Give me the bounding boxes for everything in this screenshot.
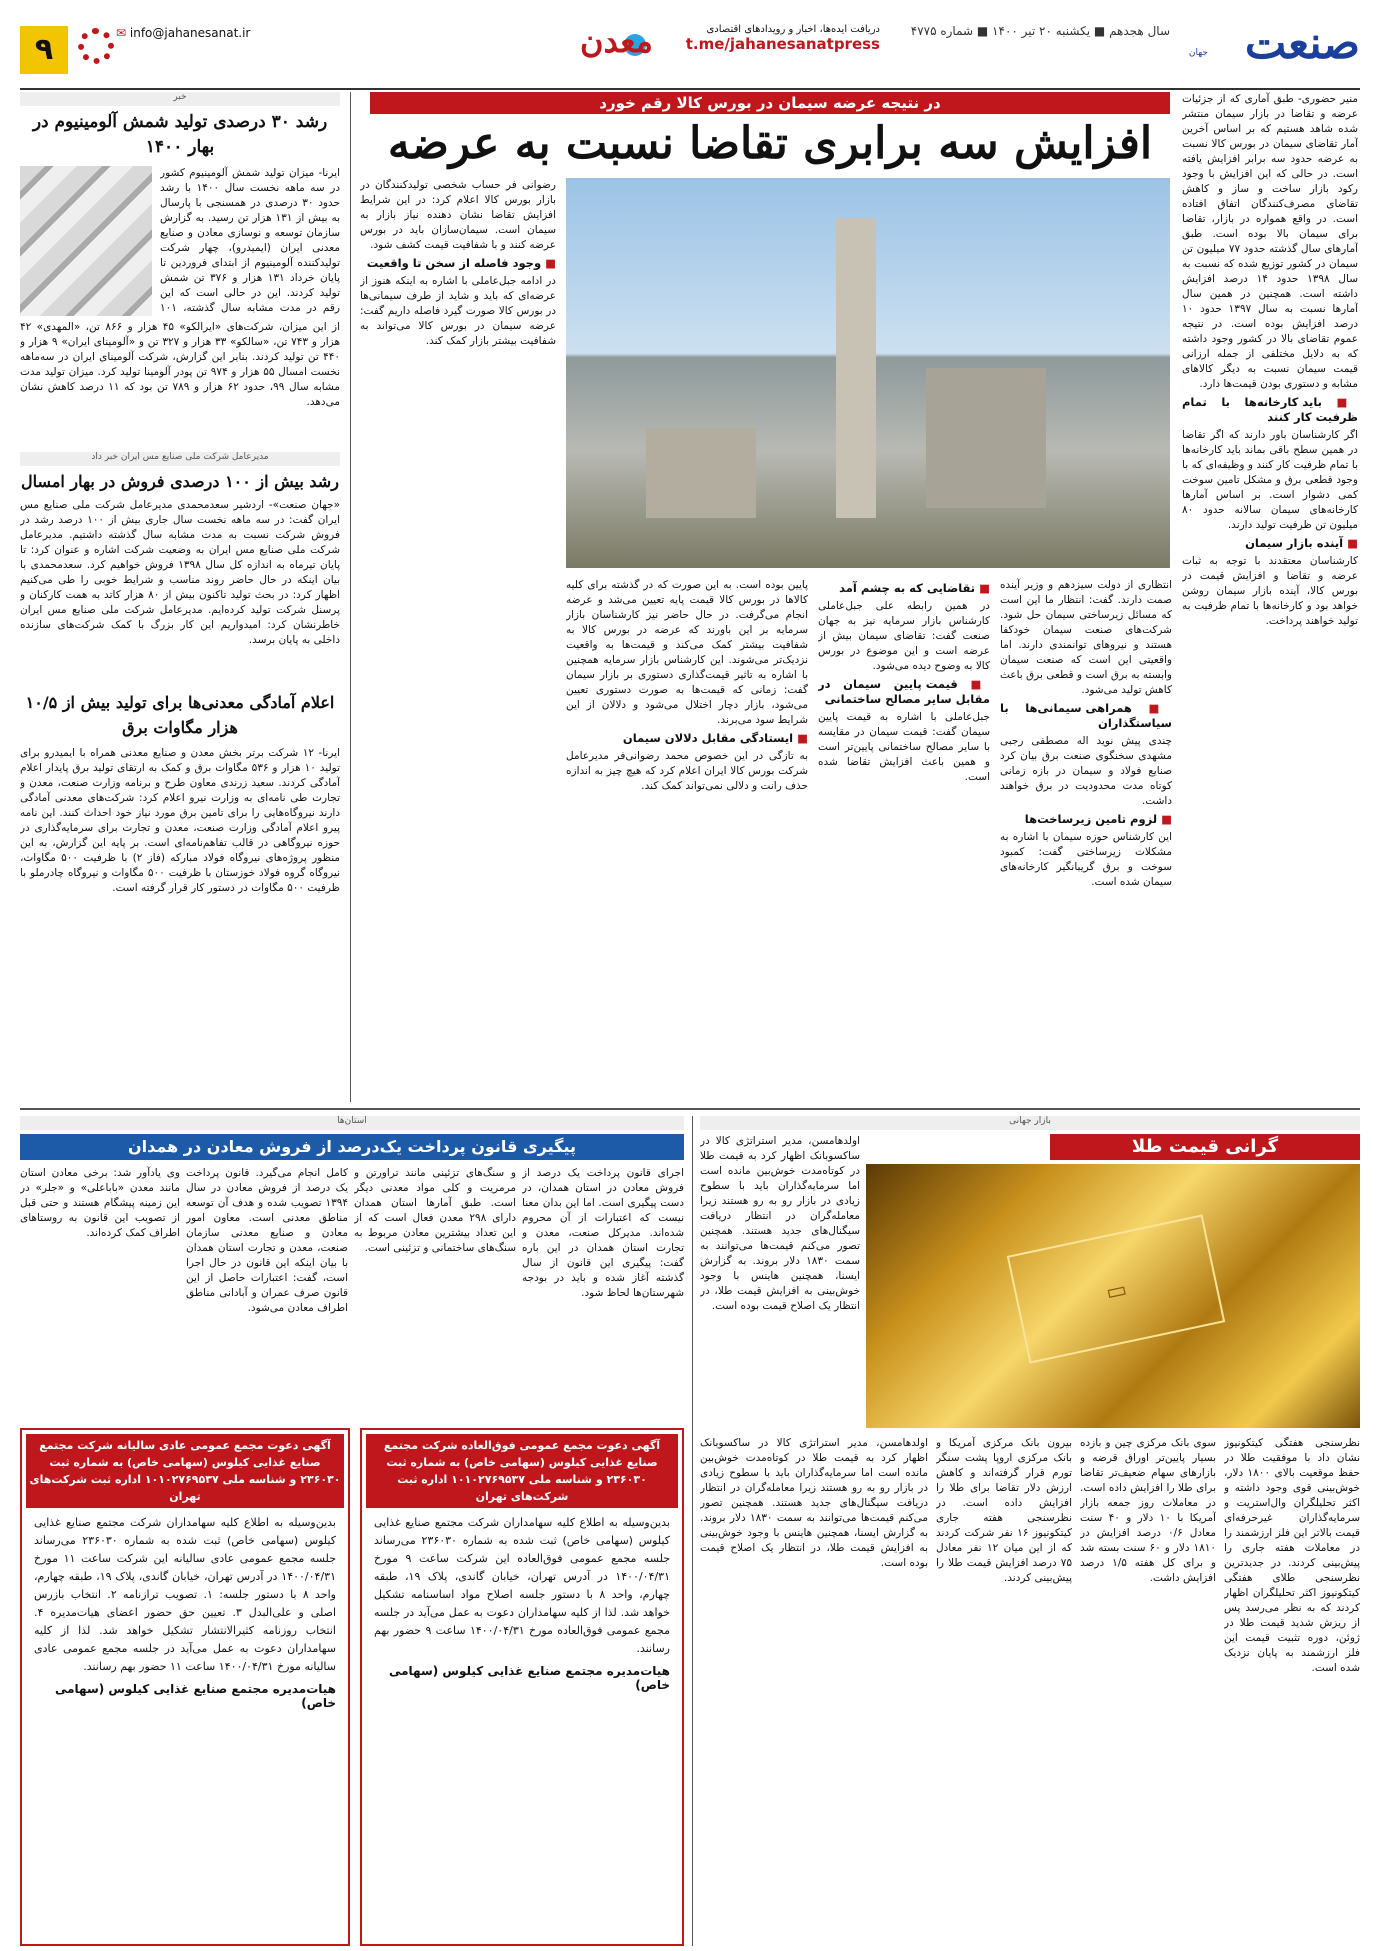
section-title: معدن [580,22,653,60]
telegram-url[interactable]: t.me/jahanesanatpress [685,35,880,53]
subheading: ■ ایستادگی مقابل دلالان سیمان [566,731,808,746]
cement-tower-shape [836,218,876,518]
telegram-promo[interactable] [650,24,880,74]
paragraph: انتظاری از دولت سیزدهم و وزیر آینده صمت دارند. گفت: انتظار ما این است که مسائل زیرساختی سیمان حل شود. شرکت‌های صنعت سیمان خودکفا هستند و نیروهای توانمندی دارند. اما واقعیتی این است که صنعت سیمان وابسته به برق است و قطعی برق باعث کاهش تولید می‌شود. [1000,579,1172,696]
main-story-column-5 [360,178,556,1098]
hamedan-title: پیگیری قانون پرداخت یک‌درصد از فروش معادن در همدان [20,1134,684,1160]
aluminum-ingots-photo [20,166,152,316]
ad-annual-meeting [20,1428,350,1946]
ad-extraordinary-meeting [360,1428,684,1946]
mes-kicker: مدیرعامل شرکت ملی صنایع مس ایران خبر داد [20,452,340,466]
provinces-label: استان‌ها [20,1116,684,1130]
paragraph: رضوانی فر حساب شخصی تولیدکنندگان در بازار بورس کالا اعلام کرد: در این شرایط افزایش تقاضا نشان دهنده نیاز بازار به سیمان است. سیمان‌سازان باید در بورس عرضه کنند و با شفافیت قیمت کشف شود. [360,179,556,251]
aluminum-title: رشد ۳۰ درصدی تولید شمش آلومینیوم در بهار ۱۴۰۰ [32,112,328,157]
issue-info: سال هجدهم ■ یکشنبه ۲۰ تیر ۱۴۰۰ ■ شماره ۴۷۷۵ [910,24,1170,38]
main-story-title: افزایش سه برابری تقاضا نسبت به عرضه [387,118,1153,169]
paragraph: جبل‌عاملی با اشاره به قیمت پایین سیمان گفت: قیمت سیمان در مقایسه با سایر مصالح ساختمانی پایین‌تر است و همین باعث افزایش تقاضا شده است. [818,711,990,783]
logo-text: صنعت [1244,18,1360,69]
ad-title: آگهی دعوت مجمع عمومی فوق‌العاده شرکت مجتمع صنایع غذایی کیلوس (سهامی خاص) به شماره ثبت ۲۳۶۰۳۰ و شناسه ملی ۱۰۱۰۲۷۶۹۵۳۷ اداره ثبت شرکت‌های تهران [366,1434,678,1508]
gold-title: گرانی قیمت طلا [1050,1134,1360,1160]
gold-column-3: بیرون بانک مرکزی آمریکا و بانک مرکزی اروپا پشت سنگر تورم قرار گرفته‌اند و کاهش ارزش دلار تقاضا برای طلا را افزایش داده است. در نظرسنجی هفته جاری کیتکونیوز ۱۶ نفر شرکت کردند که از این میان ۱۲ نفر معادل ۷۵ درصد افزایش قیمت طلا را پیش‌بینی کردند. [936,1437,1072,1584]
mail-icon: ✉ [116,26,130,40]
hamedan-column-1: اجرای قانون پرداخت یک درصد از فروش معادن در استان همدان، در دست پیگیری است. اما این بدان معنا نیست که اعتبارات از آن محروم شده‌اند. مدیرکل صنعت، معدن و تجارت استان همدان در این باره گفت: پیگیری این قانون از سال گذشته آغاز شده و باید در بودجه شهرستان‌ها لحاظ شود. [522,1167,684,1299]
gold-bars-photo [866,1164,1360,1428]
main-story-kicker: در نتیجه عرضه سیمان در بورس کالا رقم خورد [370,92,1170,114]
section-divider [20,1108,1360,1110]
ad-signature: هیات‌مدیره مجتمع صنایع غذایی کیلوس (سهامی خاص) [54,1682,336,1710]
subheading: ■ قیمت پایین سیمان در مقابل سایر مصالح ساختمانی [818,677,990,707]
mes-title: رشد بیش از ۱۰۰ درصدی فروش در بهار امسال [21,472,339,491]
gold-column-5: اولدهامسن، مدیر استراتژی کالا در ساکسوبانک اظهار کرد به قیمت طلا در کوتاه‌مدت خوش‌بین مانده است اما سرمایه‌گذاران باید با سطوح زیادی در بازار رو به رو هستند زیرا معامله‌گران در انتظار دریافت سیگنال‌های جدید هستند. همچنین تصور می‌کنم قیمت‌ها می‌توانند به سمت ۱۸۳۰ دلار بروند. به گزارش ایسنا، همچنین هاینس با وجود خوش‌بینی به افزایش قیمت طلا، در انتظار یک اصلاح قیمت بوده است. [700,1437,928,1569]
email-address[interactable] [116,26,250,40]
ad-body: بدین‌وسیله به اطلاع کلیه سهامداران شرکت مجتمع صنایع غذایی کیلوس (سهامی خاص) ثبت شده به شماره ۲۳۶۰۳۰ می‌رساند جلسه مجمع عمومی عادی سالیانه این شرکت ساعت ۱۱ مورخ ۱۴۰۰/۰۴/۳۱ در آدرس تهران، خیابان گاندی، پلاک ۱۹، طبقه چهارم، واحد ۸ با دستور جلسه: ۱. تصویب ترازنامه ۲. انتخاب بازرس اصلی و علی‌البدل ۳. تعیین حق حضور اعضای هیات‌مدیره ۴. انتخاب روزنامه کثیرالانتشار تشکیل خواهد شد. لذا از کلیه سهامداران دعوت به عمل می‌آید در جلسه مجمع عمومی عادی سالیانه مورخ ۱۴۰۰/۰۴/۳۱ ساعت ۱۱ حضور بهم رسانند. [34,1516,337,1673]
ad-title: آگهی دعوت مجمع عمومی عادی سالیانه شرکت مجتمع صنایع غذایی کیلوس (سهامی خاص) به شماره ثبت ۲۳۶۰۳۰ و شناسه ملی ۱۰۱۰۲۷۶۹۵۳۷ اداره ثبت شرکت‌های تهران [26,1434,344,1508]
main-story-column-4 [566,578,808,1098]
gold-column-1: نظرسنجی هفتگی کیتکونیوز نشان داد با موفقیت طلا در حفظ موقعیت بالای ۱۸۰۰ دلار، خوش‌بینی قوی وجود داشته و اکثر تحلیلگران وال‌استریت و سرمایه‌گذاران غیرحرفه‌ای قیمت بالاتر این فلز ارزشمند را در معاملات هفته جاری را پیش‌بینی کردند. در جدیدترین نظرسنجی طلای هفتگی کیتکونیوز اکثر تحلیلگران اظهار کردند که به نظر می‌رسد پس از ریزش شدید قیمت طلا در ژوئن، دوره تثبیت قیمت این فلز ارزشمند به پایان نزدیک شده است. [1224,1437,1360,1674]
paragraph: کارشناسان معتقدند با توجه به ثبات عرضه و تقاضا و افزایش قیمت در بورس کالا، آینده بازار سیمان روشن خواهد بود و کارخانه‌ها با تمام ظرفیت به تولید خواهند پرداخت. [1182,555,1358,627]
paragraph: پایین بوده است. به این صورت که در گذشته برای کلیه کالاها در بورس کالا قیمت پایه تعیین می‌شد و عرضه انجام می‌گرفت. در حال حاضر نیز کارشناسان بازار سرمایه بر این باورند که عرضه در بورس کالا به شفافیت بیشتر کمک می‌کند و قیمت‌ها به واقعیت نزدیک‌تر می‌شوند. این کارشناس بازار سرمایه همچنین با اشاره به تاثیر قیمت‌گذاری دستوری بر بازار سیمان گفت: زمانی که قیمت‌ها به صورت دستوری تعیین می‌شود، بازار دچار اختلال می‌شود و دلالان از این شرایط سود می‌برند. [566,579,808,726]
paragraph: اگر کارشناسان باور دارند که اگر تقاضا در همین سطح باقی بماند باید کارخانه‌ها با تمام ظرفیت کار کنند و وظیفه‌ای که با وجود قطعی برق و مشکل تامین سوخت کمی دشوار است. بر اساس آمارها کارخانه‌های سیمان سالانه حدود ۸۰ میلیون تن ظرفیت تولید دارند. [1182,429,1358,531]
gold-column-2: سوی بانک مرکزی چین و بازده بسیار پایین‌تر اوراق قرضه و بازارهای سهام ضعیف‌تر تقاضا برای طلا را افزایش داده است. در معاملات روز جمعه بازار آمریکا با ۱۰ دلار و ۴۰ سنت معادل ۰/۶ درصد افزایش در ۱۸۱۰ دلار و ۶۰ سنت بسته شد و برای کل هفته ۱/۵ درصد افزایش داشت. [1080,1437,1216,1584]
hamedan-column-4: وی یادآور شد: برخی معادن استان مانند معدن «باباعلی» و «جلر» در این زمینه پیشگام هستند و حتی قبل از تصویب این قانون به روستاهای اطراف کمک کرده‌اند. [20,1167,180,1239]
masthead-logo[interactable] [1190,18,1360,80]
page-header [20,18,1360,90]
paragraph: چندی پیش نوید اله مصطفی رجبی مشهدی سخنگوی صنعت برق بیان کرد صنایع فولاد و سیمان در بازه زمانی کوتاه مدت محدودیت در برق خواهند داشت. [1000,735,1172,807]
silo-shape [926,368,1046,508]
hamedan-column-2: و سنگ‌های تزئینی مانند تراورتن و مرمریت و کلی مواد معدنی دیگر است. طبق آمارها استان همدان دارای ۲۹۸ معدن فعال است که از این تعداد بیشترین معادن مربوط به سنگ‌های ساختمانی و تزئینی است. [354,1167,516,1254]
subheading: ■ آینده بازار سیمان [1182,536,1358,551]
hamedan-column-3: کامل انجام می‌گیرد. قانون پرداخت یک درصد از فروش معادن در سال ۱۳۹۴ تصویب شده و هدف آن توسعه مناطق معدنی است. معاون امور معادن و صنایع معدنی سازمان صنعت، معدن و تجارت استان همدان با بیان اینکه این قانون در حال اجرا است، گفت: اعتبارات حاصل از این قانون صرف عمران و آبادانی مناطق اطراف معادن می‌شود. [186,1167,348,1314]
gold-bar-shape: ▭ [1007,1214,1225,1363]
paragraph: منیر حضوری- طبق آماری که از جزئیات عرضه و تقاضا در بازار سیمان منتشر شده شاهد هستیم که بر اساس آخرین آمار تقاضای سیمان در بورس کالا نسبت به عرضه حدود سه برابر افزایش یافته است. در حالی که این افزایش با وجود رکود بازار ساخت و ساز و کاهش تقاضای مصرف‌کنندگان اتفاق افتاده است. در واقع همواره در بازار، تقاضا برای سیمان بالا بوده است. طبق آمارهای سال گذشته حدود ۷۷ میلیون تن سیمان در کشور توزیع شده که نسبت به سال ۱۳۹۸ حدود ۱۴ درصد افزایش داشته است. همچنین در همین سال آمارها نسبت به سال ۱۳۹۷ حدود ۱۰ درصد افزایش بوده است. در نتیجه عموم تقاضای بالا در کشور وجود داشته که به دلایل مختلفی از جمله ارزانی قیمت سیمان نسبت به دیگر کالاهای مشابه و دستوری بودن قیمت‌ها دارد. [1182,93,1358,390]
main-story-column-3 [818,578,990,1098]
subheading: ■ همراهی سیمانی‌ها با سیاستگذاران [1000,701,1172,731]
cement-factory-photo [566,178,1170,568]
paragraph: این کارشناس حوزه سیمان با اشاره به مشکلات زیرساختی گفت: کمبود سوخت و برق گریبانگیر کارخانه‌های سیمان شده است. [1000,831,1172,888]
paragraph: در ادامه جبل‌عاملی با اشاره به اینکه هنوز از عرضه‌ای که باید و شاید از طرف سیمانی‌ها در بورس کالا صورت گیرد فاصله داریم گفت: عرضه سیمان در بورس کالا می‌تواند به شفافیت بیشتر بازار کمک کند. [360,275,556,347]
aluminum-body: از این میزان، شرکت‌های «ایرالکو» ۴۵ هزار و ۸۶۶ تن، «المهدی» ۴۲ هزار و ۷۴۳ تن، «سالکو» ۳۳ هزار و ۳۲۷ تن و «آلومینای ایران» ۹ هزار و ۴۴۰ تن تولید کردند. بنابر این گزارش، شرکت آلومینای ایران در سه‌ماهه نخست امسال ۵۵ هزار و ۹۷۴ تن پودر آلومینا تولید کرد. میزان تولید مدت مشابه سال ۹۹، حدود ۶۲ هزار و ۷۸۹ تن بود که ۱۱ درصد کاهش نشان می‌دهد. [20,321,340,408]
electricity-title: اعلام آمادگی معدنی‌ها برای تولید بیش از ۱۰/۵ هزار مگاوات برق [25,693,335,737]
column-divider [350,92,351,1102]
paragraph: به تازگی در این خصوص محمد رضوانی‌فر مدیرعامل شرکت بورس کالا ایران اعلام کرد که هیچ چیز به اندازه حذف رانت و دلالی نمی‌تواند کمک کند. [566,750,808,792]
page-number: ۹ [20,26,68,74]
electricity-body: ایرنا- ۱۲ شرکت برتر بخش معدن و صنایع معدنی همراه با ایمیدرو برای تولید ۱۰ هزار و ۵۳۶ مگاوات برق و کمک به ارتقای تولید برق پایدار اعلام آمادگی کردند. سعید زرندی معاون طرح و برنامه وزارت صنعت، معدن و تجارت طی نامه‌ای به وزارت نیرو اعلام کرد: شرکت‌های معدنی آمادگی دارند نیروگاه‌هایی را برای تامین برق مورد نیاز خود احداث کنند. این نامه پیرو اعلام آمادگی وزارت صنعت، معدن و تجارت برای سرمایه‌گذاری در حوزه نیروگاهی در قالب تفاهم‌نامه‌ای است. بر پایه این گزارش، به این منظور پروژه‌های نیروگاه فولاد مبارکه (فاز ۲) با ظرفیت ۵۰۰ مگاوات، نیروگاه گروه فولاد خوزستان با ظرفیت ۵۰۰ مگاوات و نیروگاه چادرملو با ظرفیت ۵۰۰ مگاوات در دستور کار قرار گرفته است. [20,747,340,894]
subheading: ■ باید کارخانه‌ها با تمام ظرفیت کار کنند [1182,395,1358,425]
mes-body: «جهان صنعت»- اردشیر سعدمحمدی مدیرعامل شرکت ملی صنایع مس ایران گفت: در سه ماهه نخست سال جاری بیش از ۱۰۰ درصد رشد در فروش شرکت نسبت به مدت مشابه سال گذشته داشتیم. مدیرعامل شرکت ملی صنایع مس ایران به وضعیت شرکت اشاره و عنوان کرد: تا پایان تیرماه به اندازه کل سال ۱۳۹۸ فروش خواهیم کرد. سعدمحمدی با بیان اینکه در حال حاضر روند مناسب و شرایط خوبی را طی می‌کنیم اظهار کرد: در بحث تولید تاکنون بیش از ۸۰ هزار کاتد به همت کارکنان و پرسنل شرکت تولید کرده‌ایم. مدیرعامل شرکت ملی صنایع مس ایران خاطرنشان کرد: امیدواریم این کار بزرگ با کمک شرکت‌های سازنده داخلی به پایان برسد. [20,499,340,646]
ad-signature: هیات‌مدیره مجتمع صنایع غذایی کیلوس (سهامی خاص) [388,1664,670,1692]
subheading: ■ تقاضایی که به چشم آمد [818,581,990,596]
aluminum-lead: ایرنا- میزان تولید شمش آلومینیوم کشور در سه ماهه نخست سال ۱۴۰۰ با رشد حدود ۳۰ درصدی در همسنجی با پارسال به بیش از ۱۳۱ هزار تن رسید. به گزارش سازمان توسعه و نوسازی معادن و صنایع معدنی ایران (ایمیدرو)، چهار شرکت تولیدکننده آلومینیوم از ابتدای فروردین تا پایان خرداد ۱۳۱ هزار و ۳۷۶ تن شمش تولید کردند. این در حالی است که این رقم در مدت مشابه سال گذشته، ۱۰۱ [160,167,340,314]
column-divider [692,1116,693,1946]
main-story-column-1 [1182,92,1358,1102]
subheading: ■ لزوم تامین زیرساخت‌ها [1000,812,1172,827]
subheading: ■ وجود فاصله از سخن تا واقعیت [360,256,556,271]
gold-section-label: بازار جهانی [700,1116,1360,1130]
building-shape [646,428,756,518]
logo-subtext: جهان [1188,48,1208,58]
main-story-column-2 [1000,578,1172,1098]
paragraph: در همین رابطه علی جبل‌عاملی کارشناس بازار سرمایه نیز به جهان صنعت گفت: تقاضای سیمان بیش از عرضه است و این موضوع در بورس کالا به وضوح دیده می‌شود. [818,600,990,672]
gold-column-4: اولدهامسن، مدیر استراتژی کالا در ساکسوبانک اظهار کرد به قیمت طلا در کوتاه‌مدت خوش‌بین مانده است اما سرمایه‌گذاران باید با سطوح زیادی در بازار رو به رو هستند زیرا معامله‌گران در انتظار دریافت سیگنال‌های جدید هستند. همچنین تصور می‌کنم قیمت‌ها می‌توانند به سمت ۱۸۳۰ دلار بروند. به گزارش ایسنا، همچنین هاینس با وجود خوش‌بینی به افزایش قیمت طلا، در انتظار یک اصلاح قیمت بوده است. [700,1135,860,1312]
gear-icon [78,28,114,64]
email-text: info@jahanesanat.ir [129,26,251,40]
ad-body: بدین‌وسیله به اطلاع کلیه سهامداران شرکت مجتمع صنایع غذایی کیلوس (سهامی خاص) ثبت شده به شماره ۲۳۶۰۳۰ می‌رساند جلسه مجمع عمومی فوق‌العاده این شرکت ساعت ۹ مورخ ۱۴۰۰/۰۴/۳۱ در آدرس تهران، خیابان گاندی، پلاک ۱۹، طبقه چهارم، واحد ۸ با دستور جلسه اصلاح مواد اساسنامه تشکیل خواهد شد. لذا از کلیه سهامداران دعوت به عمل می‌آید در جلسه مجمع عمومی فوق‌العاده مورخ ۱۴۰۰/۰۴/۳۱ ساعت ۹ حضور بهم رسانند. [374,1516,671,1655]
telegram-text: دریافت ایده‌ها، اخبار و رویدادهای اقتصادی [706,24,880,35]
brief-label: خبر [20,92,340,106]
